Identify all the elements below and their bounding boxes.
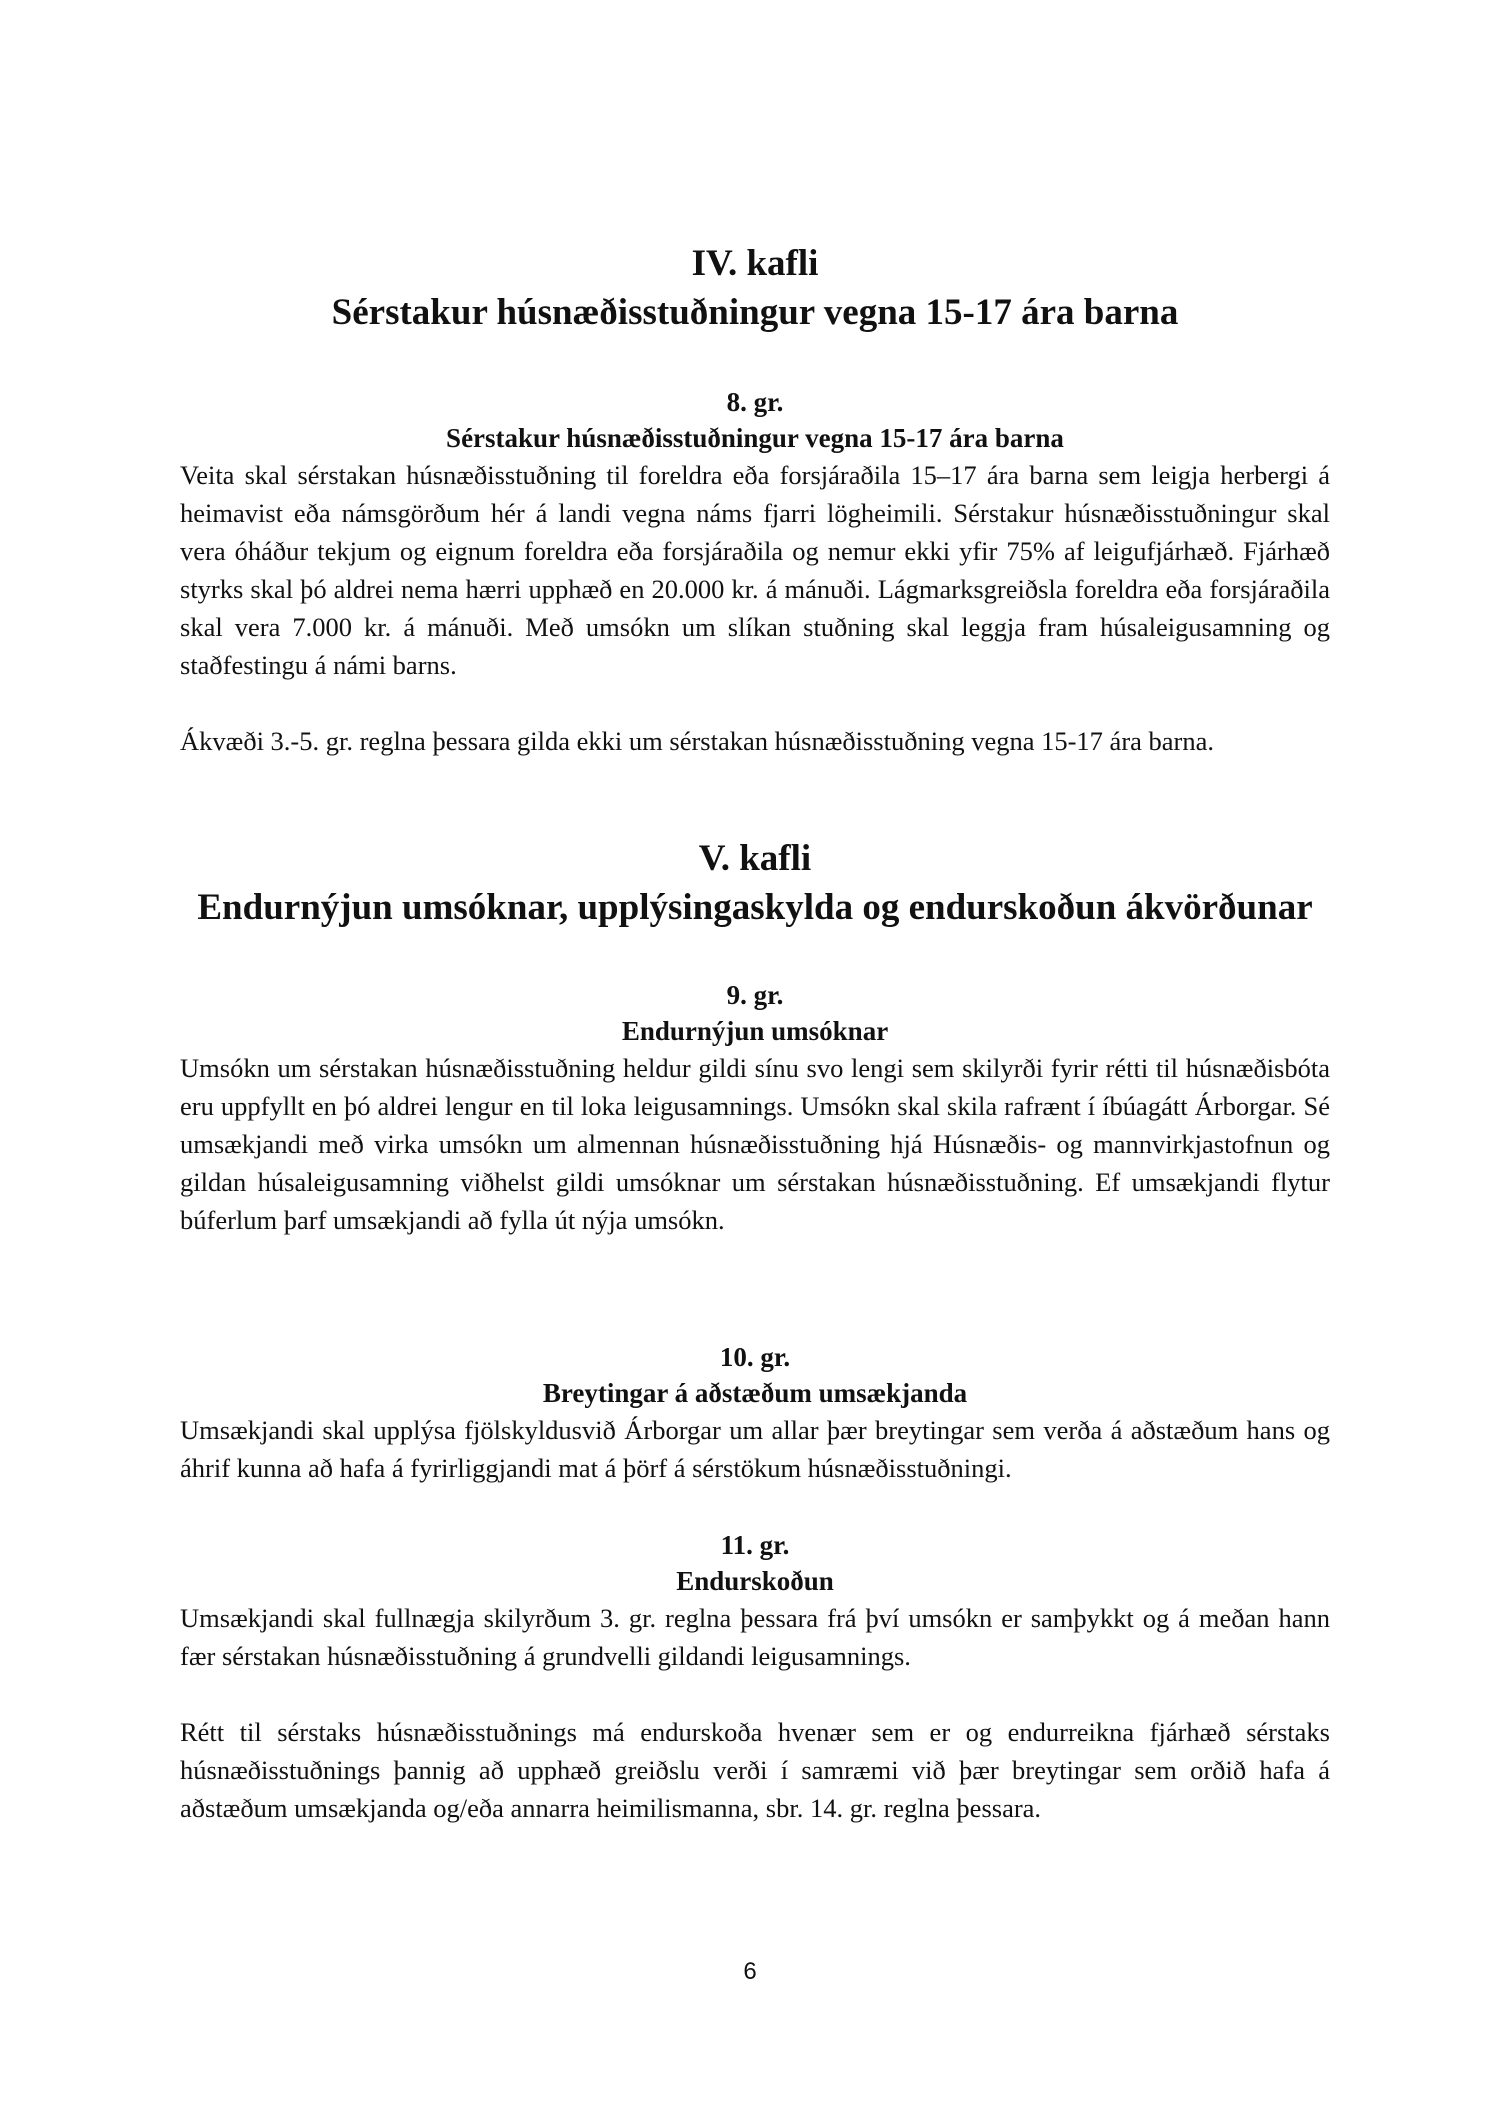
article-9-paragraph-1: Umsókn um sérstakan húsnæðisstuðning heldur gildi sínu svo lengi sem skilyrði fyrir rétti til húsnæðisbóta eru uppfyllt en þó aldrei lengur en til loka leigusamnings. Umsókn skal skila rafrænt í íbúagátt Árborgar. Sé umsækjandi með virka umsókn um almennan húsnæðisstuðning hjá Húsnæðis- og mannvirkjastofnun og gildan húsaleigusamning viðhelst gildi umsóknar um sérstakan húsnæðisstuðning. Ef umsækjandi flytur búferlum þarf umsækjandi að fylla út nýja umsókn.: [180, 1053, 1330, 1235]
document-page: [180, 240, 1330, 1827]
spacer: [180, 1239, 1330, 1339]
article-8-paragraph-2: Ákvæði 3.-5. gr. reglna þessara gilda ekki um sérstakan húsnæðisstuðning vegna 15-17 ára barna.: [180, 726, 1215, 756]
spacer: [180, 684, 1330, 722]
spacer: [180, 1487, 1330, 1527]
article-10-number: 10. gr.: [719, 1342, 791, 1372]
page-number: 6: [743, 1958, 757, 1985]
chapter-4-title: Sérstakur húsnæðisstuðningur vegna 15-17 ára barna: [331, 292, 1179, 333]
article-9-number: 9. gr.: [726, 980, 784, 1010]
article-8-paragraph-1: Veita skal sérstakan húsnæðisstuðning til foreldra eða forsjáraðila 15–17 ára barna sem leigja herbergi á heimavist eða námsgörðum hér á landi vegna náms fjarri lögheimili. Sérstakur húsnæðisstuðningur skal vera óháður tekjum og eignum foreldra eða forsjáraðila og nemur ekki yfir 75% af leigufjárhæð. Fjárhæð styrks skal þó aldrei nema hærri upphæð en 20.000 kr. á mánuði. Lágmarksgreiðsla foreldra eða forsjáraðila skal vera 7.000 kr. á mánuði. Með umsókn um slíkan stuðning skal leggja fram húsaleigusamning og staðfestingu á námi barns.: [180, 460, 1330, 680]
spacer: [180, 760, 1330, 835]
article-8-number: 8. gr.: [726, 387, 784, 417]
article-11-paragraph-1: Umsækjandi skal fullnægja skilyrðum 3. gr. reglna þessara frá því umsókn er samþykkt og á meðan hann fær sérstakan húsnæðisstuðning á grundvelli gildandi leigusamnings.: [180, 1603, 1330, 1671]
article-11-paragraph-2: Rétt til sérstaks húsnæðisstuðnings má endurskoða hvenær sem er og endurreikna fjárhæð sérstaks húsnæðisstuðnings þannig að upphæð greiðslu verði í samræmi við þær breytingar sem orðið hafa á aðstæðum umsækjanda og/eða annarra heimilismanna, sbr. 14. gr. reglna þessara.: [180, 1717, 1330, 1823]
article-9-title: Endurnýjun umsóknar: [621, 1016, 889, 1046]
spacer: [180, 933, 1330, 977]
spacer: [180, 338, 1330, 384]
article-8-title: Sérstakur húsnæðisstuðningur vegna 15-17 ára barna: [446, 423, 1064, 453]
article-10-title: Breytingar á aðstæðum umsækjanda: [542, 1378, 968, 1408]
spacer: [180, 1675, 1330, 1713]
article-11-title: Endurskoðun: [676, 1566, 834, 1596]
chapter-5-number: V. kafli: [698, 838, 812, 879]
chapter-4-number: IV. kafli: [691, 243, 819, 284]
article-11-number: 11. gr.: [720, 1530, 790, 1560]
chapter-5-title: Endurnýjun umsóknar, upplýsingaskylda og endurskoðun ákvörðunar: [197, 887, 1313, 928]
article-10-paragraph-1: Umsækjandi skal upplýsa fjölskyldusvið Árborgar um allar þær breytingar sem verða á aðstæðum hans og áhrif kunna að hafa á fyrirliggjandi mat á þörf á sérstökum húsnæðisstuðningi.: [180, 1415, 1330, 1483]
